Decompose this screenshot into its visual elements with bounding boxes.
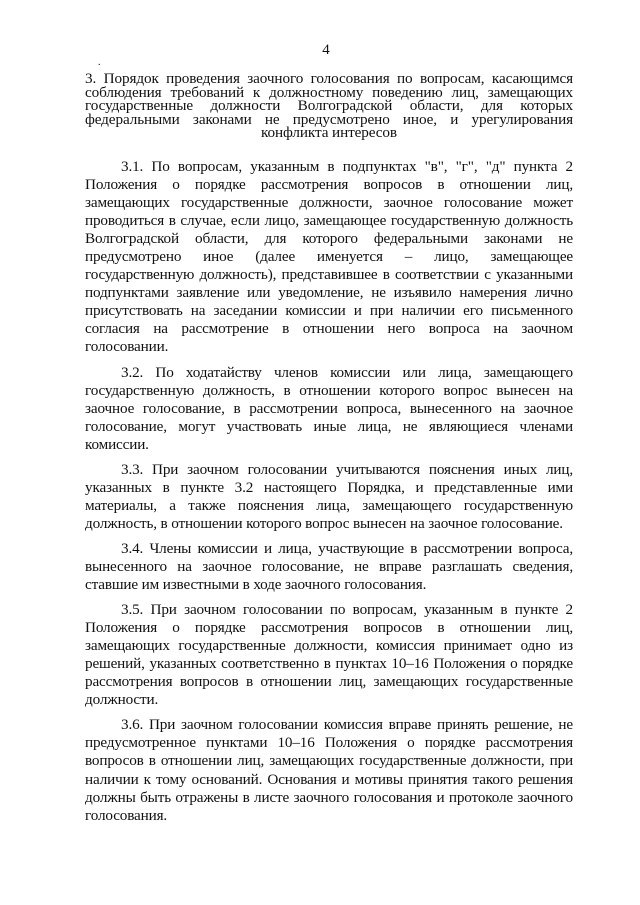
page-mark: . (98, 57, 101, 68)
page-number: 4 (322, 42, 330, 58)
section-heading: 3. Порядок проведения заочного голосования по вопросам, касающимся соблюдения требований к должностному поведению лиц, замещающих государственные должности Волгоградской области, для которых федеральными законами не предусмотрено иное, и урегулирования конфликта интересов (85, 70, 573, 142)
document-body (85, 158, 573, 832)
paragraph-3-1: 3.1. По вопросам, указанным в подпунктах "в", "г", "д" пункта 2 Положения о порядке рассмотрения вопросов в отношении лиц, замещающих государственные должности, заочное голосование может проводиться в случае, если лицо, замещающее государственную должность Волгоградской области, для которого федеральными законами не предусмотрено иное (далее именуется – лицо, замещающее государственную должность), представившее в соответствии с указанными подпунктами заявление или уведомление, не изъявило намерения лично присутствовать на заседании комиссии и при наличии его письменного согласия на рассмотрение в отношении него вопроса на заочном голосовании. (85, 158, 573, 356)
paragraph-3-5: 3.5. При заочном голосовании по вопросам, указанным в пункте 2 Положения о порядке рассмотрения вопросов в отношении лиц, замещающих государственные должности, комиссия принимает одно из решений, указанных соответственно в пунктах 10–16 Положения о порядке рассмотрения вопросов в отношении лиц, замещающих государственные должности. (85, 601, 573, 709)
paragraph-3-3: 3.3. При заочном голосовании учитываются пояснения иных лиц, указанных в пункте 3.2 настоящего Порядка, и представленные ими материалы, а также пояснения лица, замещающего государственную должность, в отношении которого вопрос вынесен на заочное голосование. (85, 460, 573, 532)
paragraph-3-6: 3.6. При заочном голосовании комиссия вправе принять решение, не предусмотренное пунктами 10–16 Положения о порядке рассмотрения вопросов в отношении лиц, замещающих государственные должности, при наличии к тому оснований. Основания и мотивы принятия такого решения должны быть отражены в листе заочного голосования и протоколе заочного голосования. (85, 716, 573, 824)
paragraph-3-4: 3.4. Члены комиссии и лица, участвующие в рассмотрении вопроса, вынесенного на заочное голосование, не вправе разглашать сведения, ставшие им известными в ходе заочного голосования. (85, 539, 573, 594)
paragraph-3-2: 3.2. По ходатайству членов комиссии или лица, замещающего государственную должность, в отношении которого вопрос вынесен на заочное голосование, в рассмотрении вопроса, вынесенного на заочное голосование, могут участвовать иные лица, не являющиеся членами комиссии. (85, 363, 573, 453)
